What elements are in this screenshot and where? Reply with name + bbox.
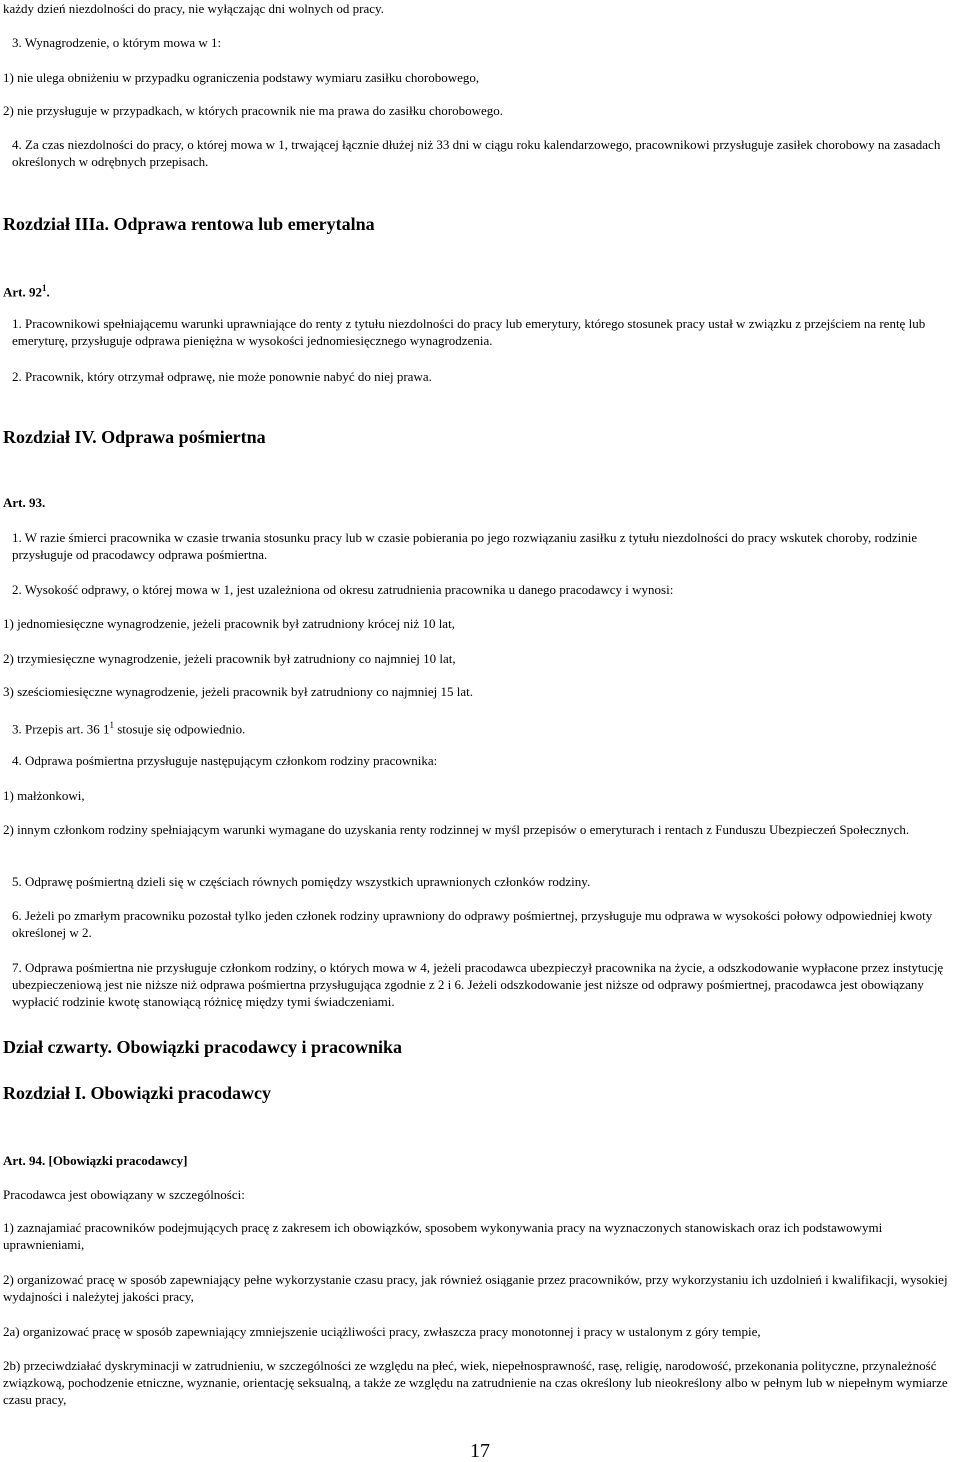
list-item: 2) trzymiesięczne wynagrodzenie, jeżeli pracownik był zatrudniony co najmniej 10 lat, [3, 651, 456, 666]
paragraph: 2. Pracownik, który otrzymał odprawę, nie może ponownie nabyć do niej prawa. [12, 369, 432, 384]
list-item: 2a) organizować pracę w sposób zapewniający zmniejszenie uciążliwości pracy, zwłaszcza pracy monotonnej i pracy w ustalonym z góry tempie, [3, 1324, 761, 1339]
list-item: 1) jednomiesięczne wynagrodzenie, jeżeli pracownik był zatrudniony krócej niż 10 lat, [3, 616, 455, 631]
chapter-heading: Rozdział IV. Odprawa pośmiertna [3, 427, 266, 447]
paragraph-text: stosuje się odpowiednio. [113, 721, 246, 737]
article-dot: . [46, 284, 50, 300]
paragraph: 1. W razie śmierci pracownika w czasie trwania stosunku pracy lub w czasie pobierania po jego rozwiązaniu zasiłku z tytułu niezdolności do pracy wskutek choroby, rodzinie przysługuje od pracodawcy odprawa pośmiertna. [12, 530, 918, 562]
superscript: 1 [109, 720, 114, 730]
paragraph: 1. Pracownikowi spełniającemu warunki uprawniające do renty z tytułu niezdolności do pracy lub emerytury, którego stosunek pracy ustał w związku z przejściem na rentę lub emeryturę, przysługuje odprawa pieniężna w wysokości jednomiesięcznego wynagrodzenia. [12, 316, 926, 348]
chapter-heading: Rozdział IIIa. Odprawa rentowa lub emerytalna [3, 214, 375, 234]
page-number: 17 [470, 1440, 490, 1462]
paragraph: 2. Wysokość odprawy, o której mowa w 1, jest uzależniona od okresu zatrudnienia pracownika u danego pracodawcy i wynosi: [12, 582, 674, 597]
article-heading [3, 280, 50, 300]
article-heading: Art. 93. [3, 495, 46, 510]
paragraph-text: 3. Przepis art. 36 1 [12, 721, 110, 737]
list-item: 1) małżonkowi, [3, 788, 85, 803]
article-superscript: 1 [42, 283, 47, 293]
paragraph: 4. Odprawa pośmiertna przysługuje następującym członkom rodziny pracownika: [12, 753, 438, 768]
list-item: 2) innym członkom rodziny spełniającym warunki wymagane do uzyskania renty rodzinnej w myśl przepisów o emeryturach i rentach z Funduszu Ubezpieczeń Społecznych. [3, 822, 910, 837]
division-heading: Dział czwarty. Obowiązki pracodawcy i pracownika [3, 1037, 402, 1057]
paragraph: 3. Wynagrodzenie, o którym mowa w 1: [12, 35, 222, 50]
list-item: 3) sześciomiesięczne wynagrodzenie, jeżeli pracownik był zatrudniony co najmniej 15 lat. [3, 684, 473, 699]
list-item: 2) nie przysługuje w przypadkach, w których pracownik nie ma prawa do zasiłku chorobowego. [3, 103, 503, 118]
list-item: 2) organizować pracę w sposób zapewniający pełne wykorzystanie czasu pracy, jak również osiąganie przez pracowników, przy wykorzystaniu ich uzdolnień i kwalifikacji, wysokiej wydajności i należytej jakości pracy, [3, 1272, 948, 1304]
article-heading: Art. 94. [Obowiązki pracodawcy] [3, 1153, 188, 1168]
paragraph [3, 717, 960, 737]
list-item: 1) nie ulega obniżeniu w przypadku ograniczenia podstawy wymiaru zasiłku chorobowego, [3, 70, 480, 85]
article-number: Art. 92 [3, 284, 42, 300]
paragraph: Pracodawca jest obowiązany w szczególności: [3, 1187, 245, 1202]
paragraph: 5. Odprawę pośmiertną dzieli się w częściach równych pomiędzy wszystkich uprawnionych członków rodziny. [12, 874, 591, 889]
paragraph: 4. Za czas niezdolności do pracy, o której mowa w 1, trwającej łącznie dłużej niż 33 dni w ciągu roku kalendarzowego, pracownikowi przysługuje zasiłek chorobowy na zasadach określonych w odrębnych przepisach. [12, 137, 941, 169]
list-item: 1) zaznajamiać pracowników podejmujących pracę z zakresem ich obowiązków, sposobem wykonywania pracy na wyznaczonych stanowiskach oraz ich podstawowymi uprawnieniami, [3, 1220, 883, 1252]
paragraph: każdy dzień niezdolności do pracy, nie wyłączając dni wolnych od pracy. [3, 1, 384, 16]
chapter-heading: Rozdział I. Obowiązki pracodawcy [3, 1083, 271, 1103]
list-item: 2b) przeciwdziałać dyskryminacji w zatrudnieniu, w szczególności ze względu na płeć, wiek, niepełnosprawność, rasę, religię, narodowość, przekonania polityczne, przynależność związkową, pochodzenie etniczne, wyznanie, orientację seksualną, a także ze względu na zatrudnienie na czas określony lub nieokreślony albo w pełnym lub w niepełnym wymiarze czasu pracy, [3, 1358, 948, 1407]
paragraph: 6. Jeżeli po zmarłym pracowniku pozostał tylko jeden członek rodziny uprawniony do odprawy pośmiertnej, przysługuje mu odprawa w wysokości połowy odpowiedniej kwoty określonej w 2. [12, 908, 933, 940]
paragraph: 7. Odprawa pośmiertna nie przysługuje członkom rodziny, o których mowa w 4, jeżeli pracodawca ubezpieczył pracownika na życie, a odszkodowanie wypłacone przez instytucję ubezpieczeniową jest nie niższe niż odprawa pośmiertna przysługująca zgodnie z 2 i 6. Jeżeli odszkodowanie jest niższe od odprawy pośmiertnej, pracodawca jest obowiązany wypłacić rodzinie kwotę stanowiącą różnicę między tymi świadczeniami. [12, 960, 944, 1009]
